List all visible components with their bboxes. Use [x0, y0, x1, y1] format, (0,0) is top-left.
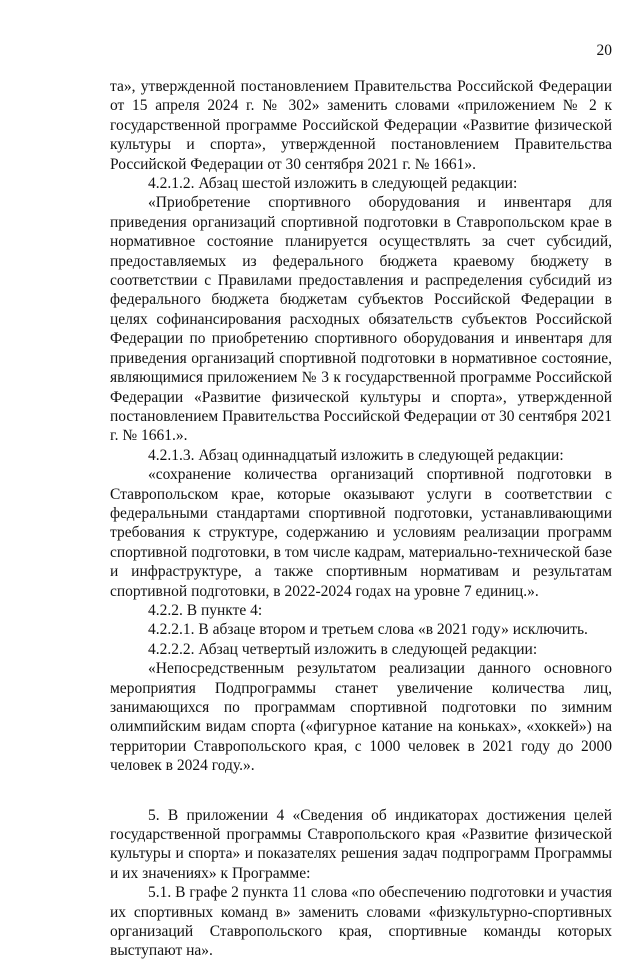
paragraph-5-1: 5.1. В графе 2 пункта 11 слова «по обеспечению подготовки и участия их спортивных команд в» заменить словами «физкультурно-спортивных организаций Ставропольского края, спортивные команды которых выступают на». [110, 884, 612, 960]
paragraph-4-2-1-2-heading: 4.2.1.2. Абзац шестой изложить в следующей редакции: [148, 175, 518, 193]
paragraph-5-heading: 5. В приложении 4 «Сведения об индикаторах достижения целей государственной программы Ставропольского края «Развитие физической культуры и спорта» и показателях решения задач подпрограмм Программы и их значениях» к Программе: [110, 806, 612, 882]
document-body [110, 77, 612, 961]
paragraph-4-2-2-2-heading: 4.2.2.2. Абзац четвертый изложить в следующей редакции: [148, 640, 538, 658]
paragraph-4-2-2-1: 4.2.2.1. В абзаце втором и третьем слова «в 2021 году» исключить. [148, 621, 588, 639]
paragraph-4-2-1-3-heading: 4.2.1.3. Абзац одиннадцатый изложить в следующей редакции: [148, 446, 564, 464]
page-number: 20 [596, 42, 612, 59]
paragraph-4-2-1-3-quote: «сохранение количества организаций спортивной подготовки в Ставропольском крае, которые оказывают услуги в соответствии с федеральными стандартами спортивной подготовки, устанавливающими требования к структуре, содержанию и условиям реализации программ спортивной подготовки, в том числе кадрам, материально-технической базе и инфраструктуре, а также спортивным нормативам и результатам спортивной подготовки, в 2022-2024 годах на уровне 7 единиц.». [110, 466, 612, 600]
paragraph-4-2-2-heading: 4.2.2. В пункте 4: [148, 601, 263, 619]
paragraph-continuation: та», утвержденной постановлением Правительства Российской Федерации от 15 апреля 2024 г. № 302» заменить словами «приложением № 2 к государственной программе Российской Федерации «Развитие физической культуры и спорта», утвержденной постановлением Правительства Российской Федерации от 30 сентября 2021 г. № 1661». [110, 78, 612, 173]
paragraph-4-2-1-2-quote: «Приобретение спортивного оборудования и инвентаря для приведения организаций спортивной подготовки в Ставропольском крае в нормативное состояние планируется осуществлять за счет субсидий, предоставляемых из федерального бюджета краевому бюджету в соответствии с Правилами предоставления и распределения субсидий из федерального бюджета бюджетам субъектов Российской Федерации в целях софинансирования расходных обязательств субъектов Российской Федерации по приобретению спортивного оборудования и инвентаря для приведения организаций спортивной подготовки в нормативное состояние, являющимися приложением № 3 к государственной программе Российской Федерации «Развитие физической культуры и спорта», утвержденной постановлением Правительства Российской Федерации от 30 сентября 2021 г. № 1661.». [110, 194, 612, 445]
paragraph-4-2-2-2-quote: «Непосредственным результатом реализации данного основного мероприятия Подпрограммы станет увеличение количества лиц, занимающихся по программам спортивной подготовки по зимним олимпийским видам спорта («фигурное катание на коньках», «хоккей») на территории Ставропольского края, с 1000 человек в 2021 году до 2000 человек в 2024 году.». [110, 660, 612, 775]
